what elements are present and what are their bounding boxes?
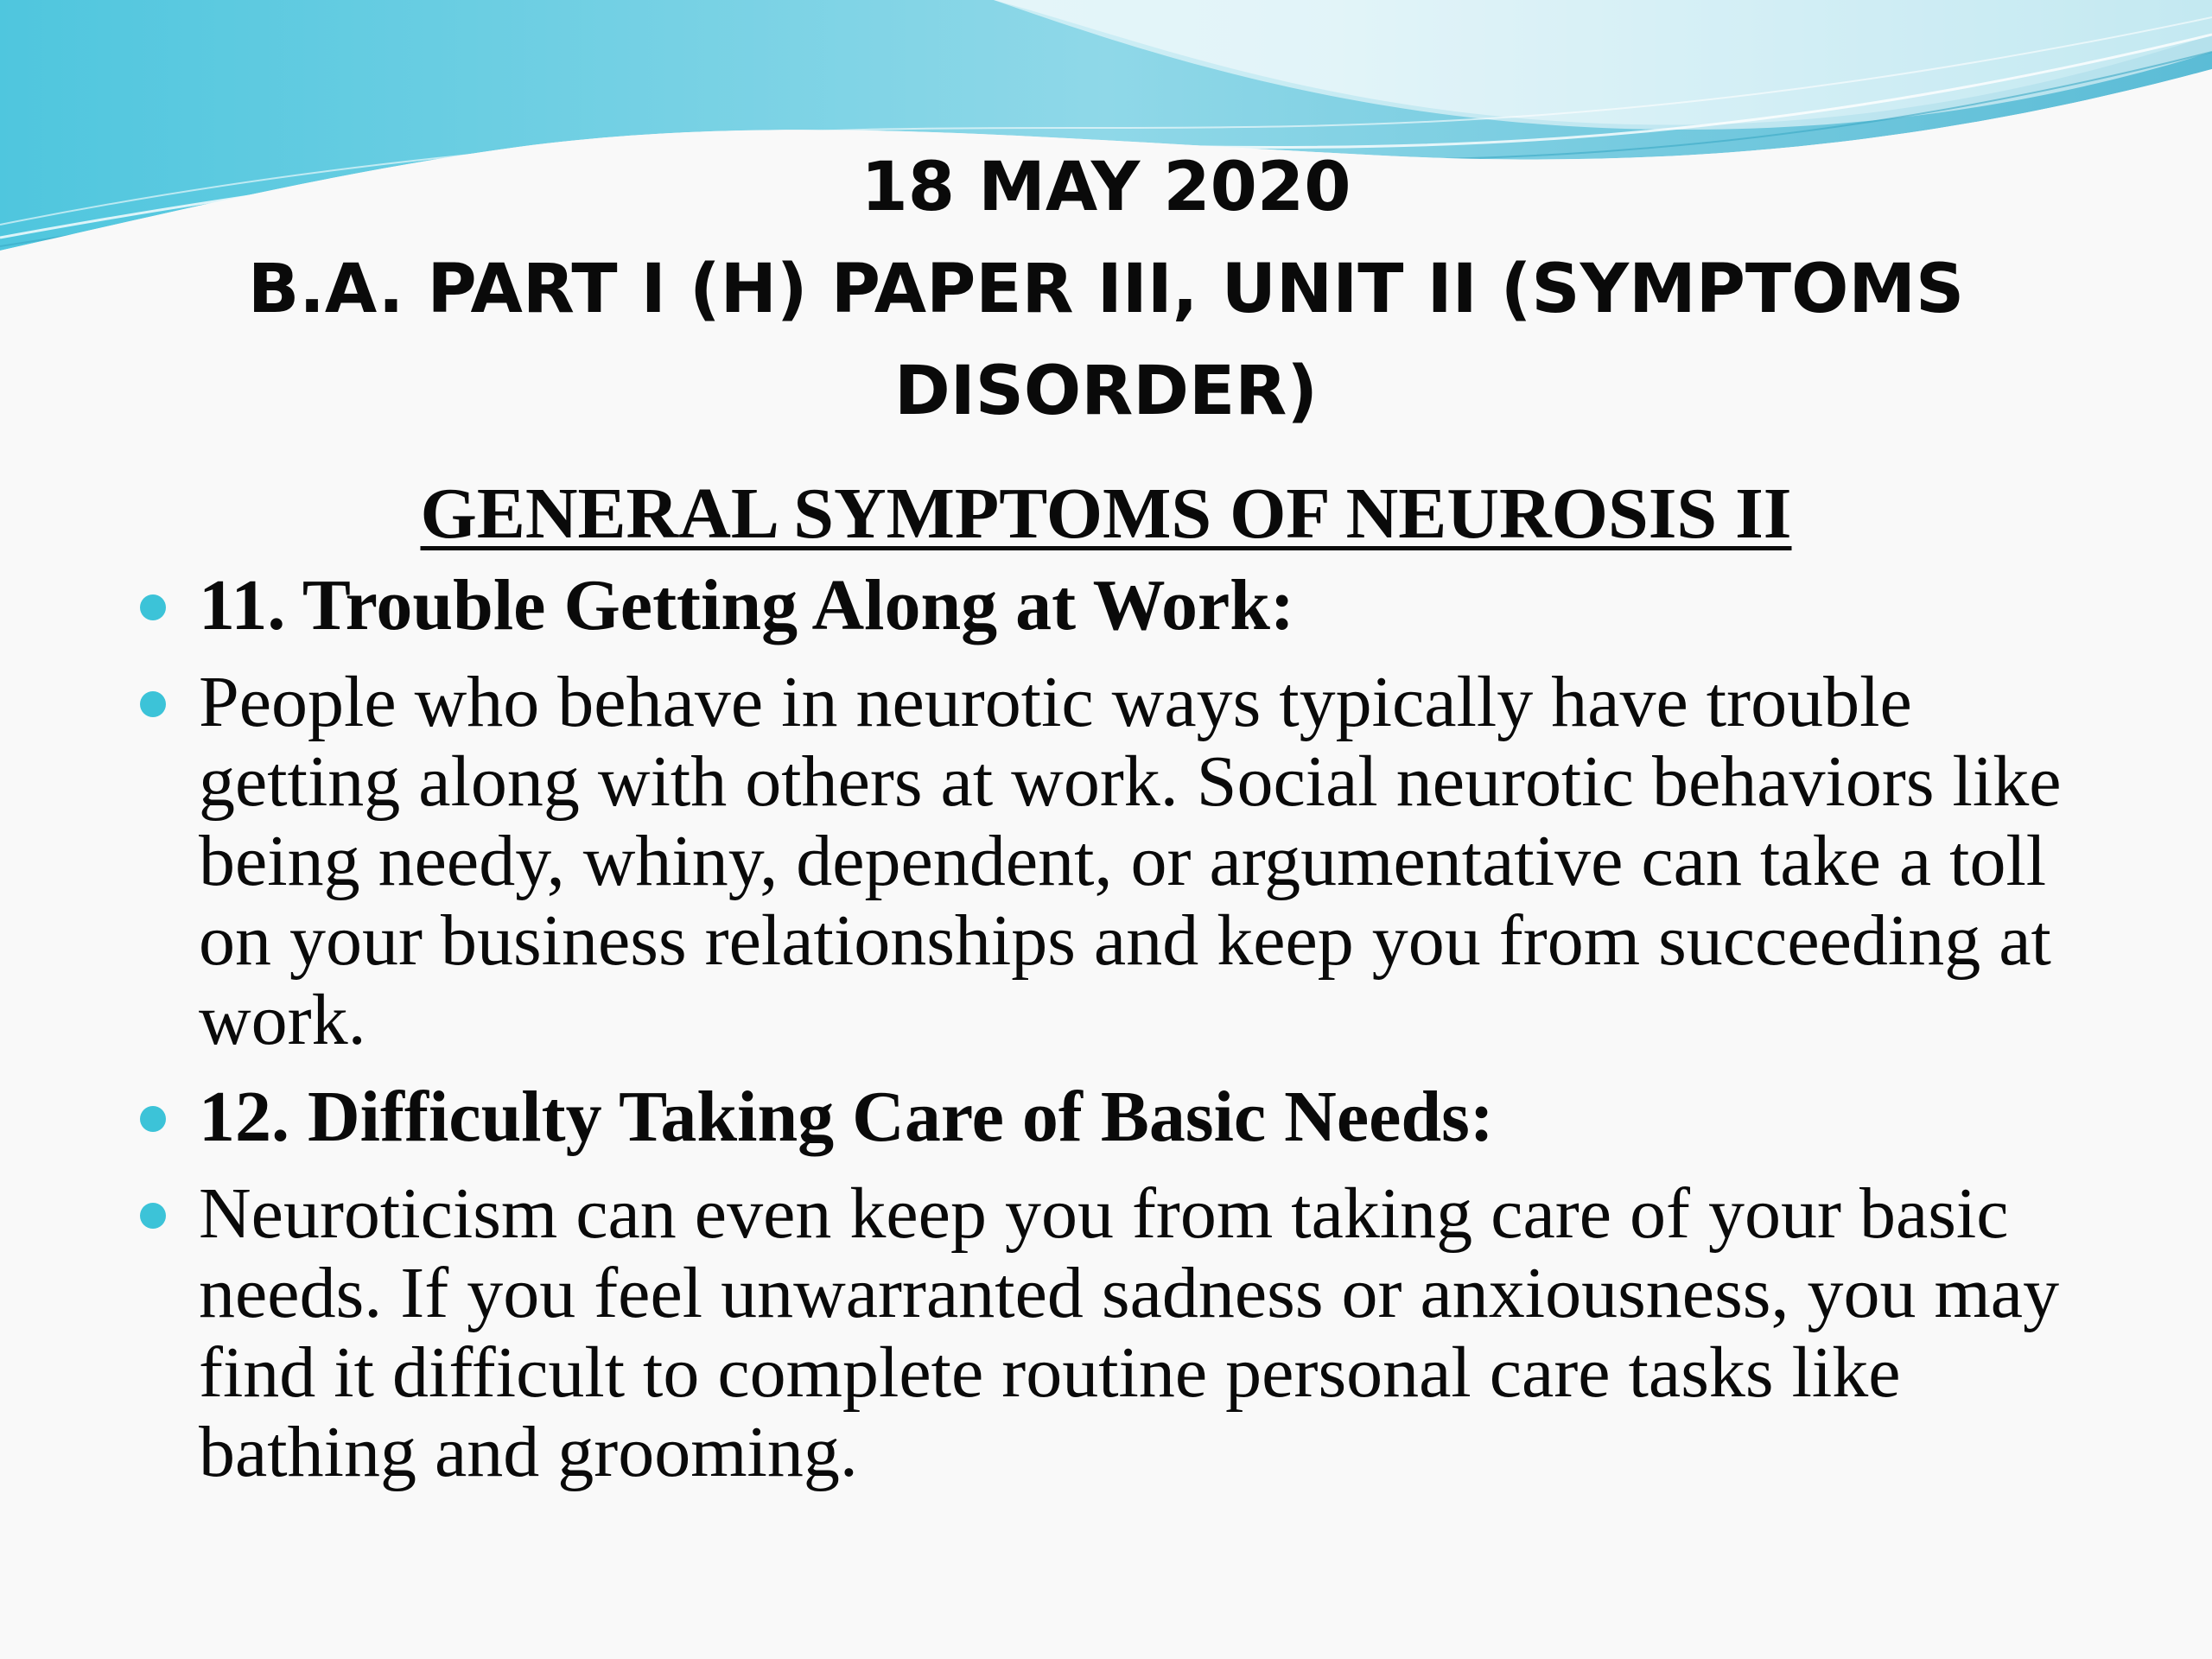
section-heading bbox=[0, 467, 2212, 562]
bullet-body-11: People who behave in neurotic ways typically have trouble getting along with others at work. Social neurotic behaviors like being needy, whiny, dependent, or argumentative can take a toll on your business relationships and keep you from succeeding at work. bbox=[199, 662, 2062, 1060]
bullet-item bbox=[138, 1174, 2091, 1492]
slide-title bbox=[173, 137, 2039, 442]
bullet-body-12: Neuroticism can even keep you from taking care of your basic needs. If you feel unwarranted sadness or anxiousness, you may find it difficult to complete routine personal care tasks like bathing and grooming. bbox=[199, 1173, 2060, 1492]
bullet-item bbox=[138, 663, 2091, 1060]
bullet-dot-icon bbox=[140, 691, 166, 717]
title-topic: DISORDER) bbox=[893, 353, 1319, 430]
bullet-dot-icon bbox=[140, 1106, 166, 1132]
bullet-heading-12: 12. Difficulty Taking Care of Basic Needs: bbox=[199, 1077, 1494, 1157]
bullet-dot-icon bbox=[140, 594, 166, 620]
bullet-heading-11: 11. Trouble Getting Along at Work: bbox=[199, 565, 1294, 645]
title-course: B.A. PART I (H) PAPER III, UNIT II (SYMPTOMS bbox=[247, 251, 1965, 328]
bullet-item bbox=[138, 1077, 2091, 1157]
bullet-list bbox=[138, 566, 2091, 1510]
bullet-dot-icon bbox=[140, 1203, 166, 1229]
section-heading-text: GENERAL SYMPTOMS OF NEUROSIS II bbox=[420, 474, 1792, 554]
bullet-item bbox=[138, 566, 2091, 645]
title-date: 18 MAY 2020 bbox=[861, 149, 1351, 226]
